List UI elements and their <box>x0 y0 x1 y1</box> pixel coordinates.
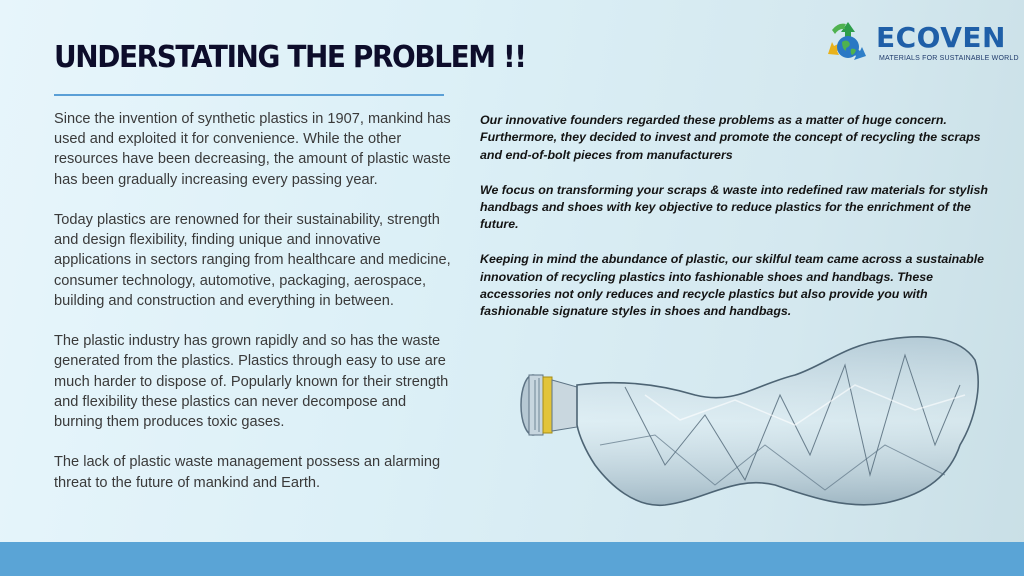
solution-paragraph: We focus on transforming your scraps & waste into redefined raw materials for stylish handbags and shoes with key objective to reduce plastics for the enrichment of the future. <box>480 182 988 232</box>
solution-paragraph: Keeping in mind the abundance of plastic, our skilful team came across a sustainable innovation of recycling plastics into fashionable shoes and handbags. These accessories not only reduces and recycle plastics but also provide you with fashionable signature styles in shoes and handbags. <box>480 252 985 319</box>
bottle-body <box>577 337 978 505</box>
problem-paragraph: Since the invention of synthetic plastics in 1907, mankind has used and exploited it for convenience. While the other resources have been decreasing, the amount of plastic waste has been gradually increasing every passing year. <box>54 111 451 188</box>
recycle-globe-icon <box>822 18 874 70</box>
title-underline <box>54 94 444 96</box>
slide-title: UNDERSTATING THE PROBLEM !! <box>54 40 526 75</box>
problem-paragraph: Today plastics are renowned for their sustainability, strength and design flexibility, finding unique and innovative applications in sectors ranging from healthcare and medicine, consumer technology, automotive, packaging, aerospace, building and construction and everything in between. <box>54 212 451 309</box>
logo-tagline: MATERIALS FOR SUSTAINABLE WORLD <box>879 55 1019 62</box>
problem-text-column <box>54 109 454 513</box>
footer-bar <box>0 542 1024 576</box>
problem-paragraph: The plastic industry has grown rapidly and so has the waste generated from the plastics. Plastics through easy to use are much harder to dispose of. Popularly known for their strength and flexibility these plastics can never decompose and burning them produces toxic gases. <box>54 333 449 431</box>
crushed-plastic-bottle-image <box>505 325 985 520</box>
logo-name: ECOVEN <box>876 21 1006 54</box>
bottle-neck <box>521 375 577 435</box>
ecoven-logo <box>822 18 1019 72</box>
solution-paragraph: Our innovative founders regarded these problems as a matter of huge concern. Furthermore, they decided to invest and promote the concept of recycling the scraps and end-of-bolt pieces from manufacturers <box>480 113 981 162</box>
problem-paragraph: The lack of plastic waste management possess an alarming threat to the future of mankind and Earth. <box>54 454 441 491</box>
solution-text-column <box>480 112 990 338</box>
